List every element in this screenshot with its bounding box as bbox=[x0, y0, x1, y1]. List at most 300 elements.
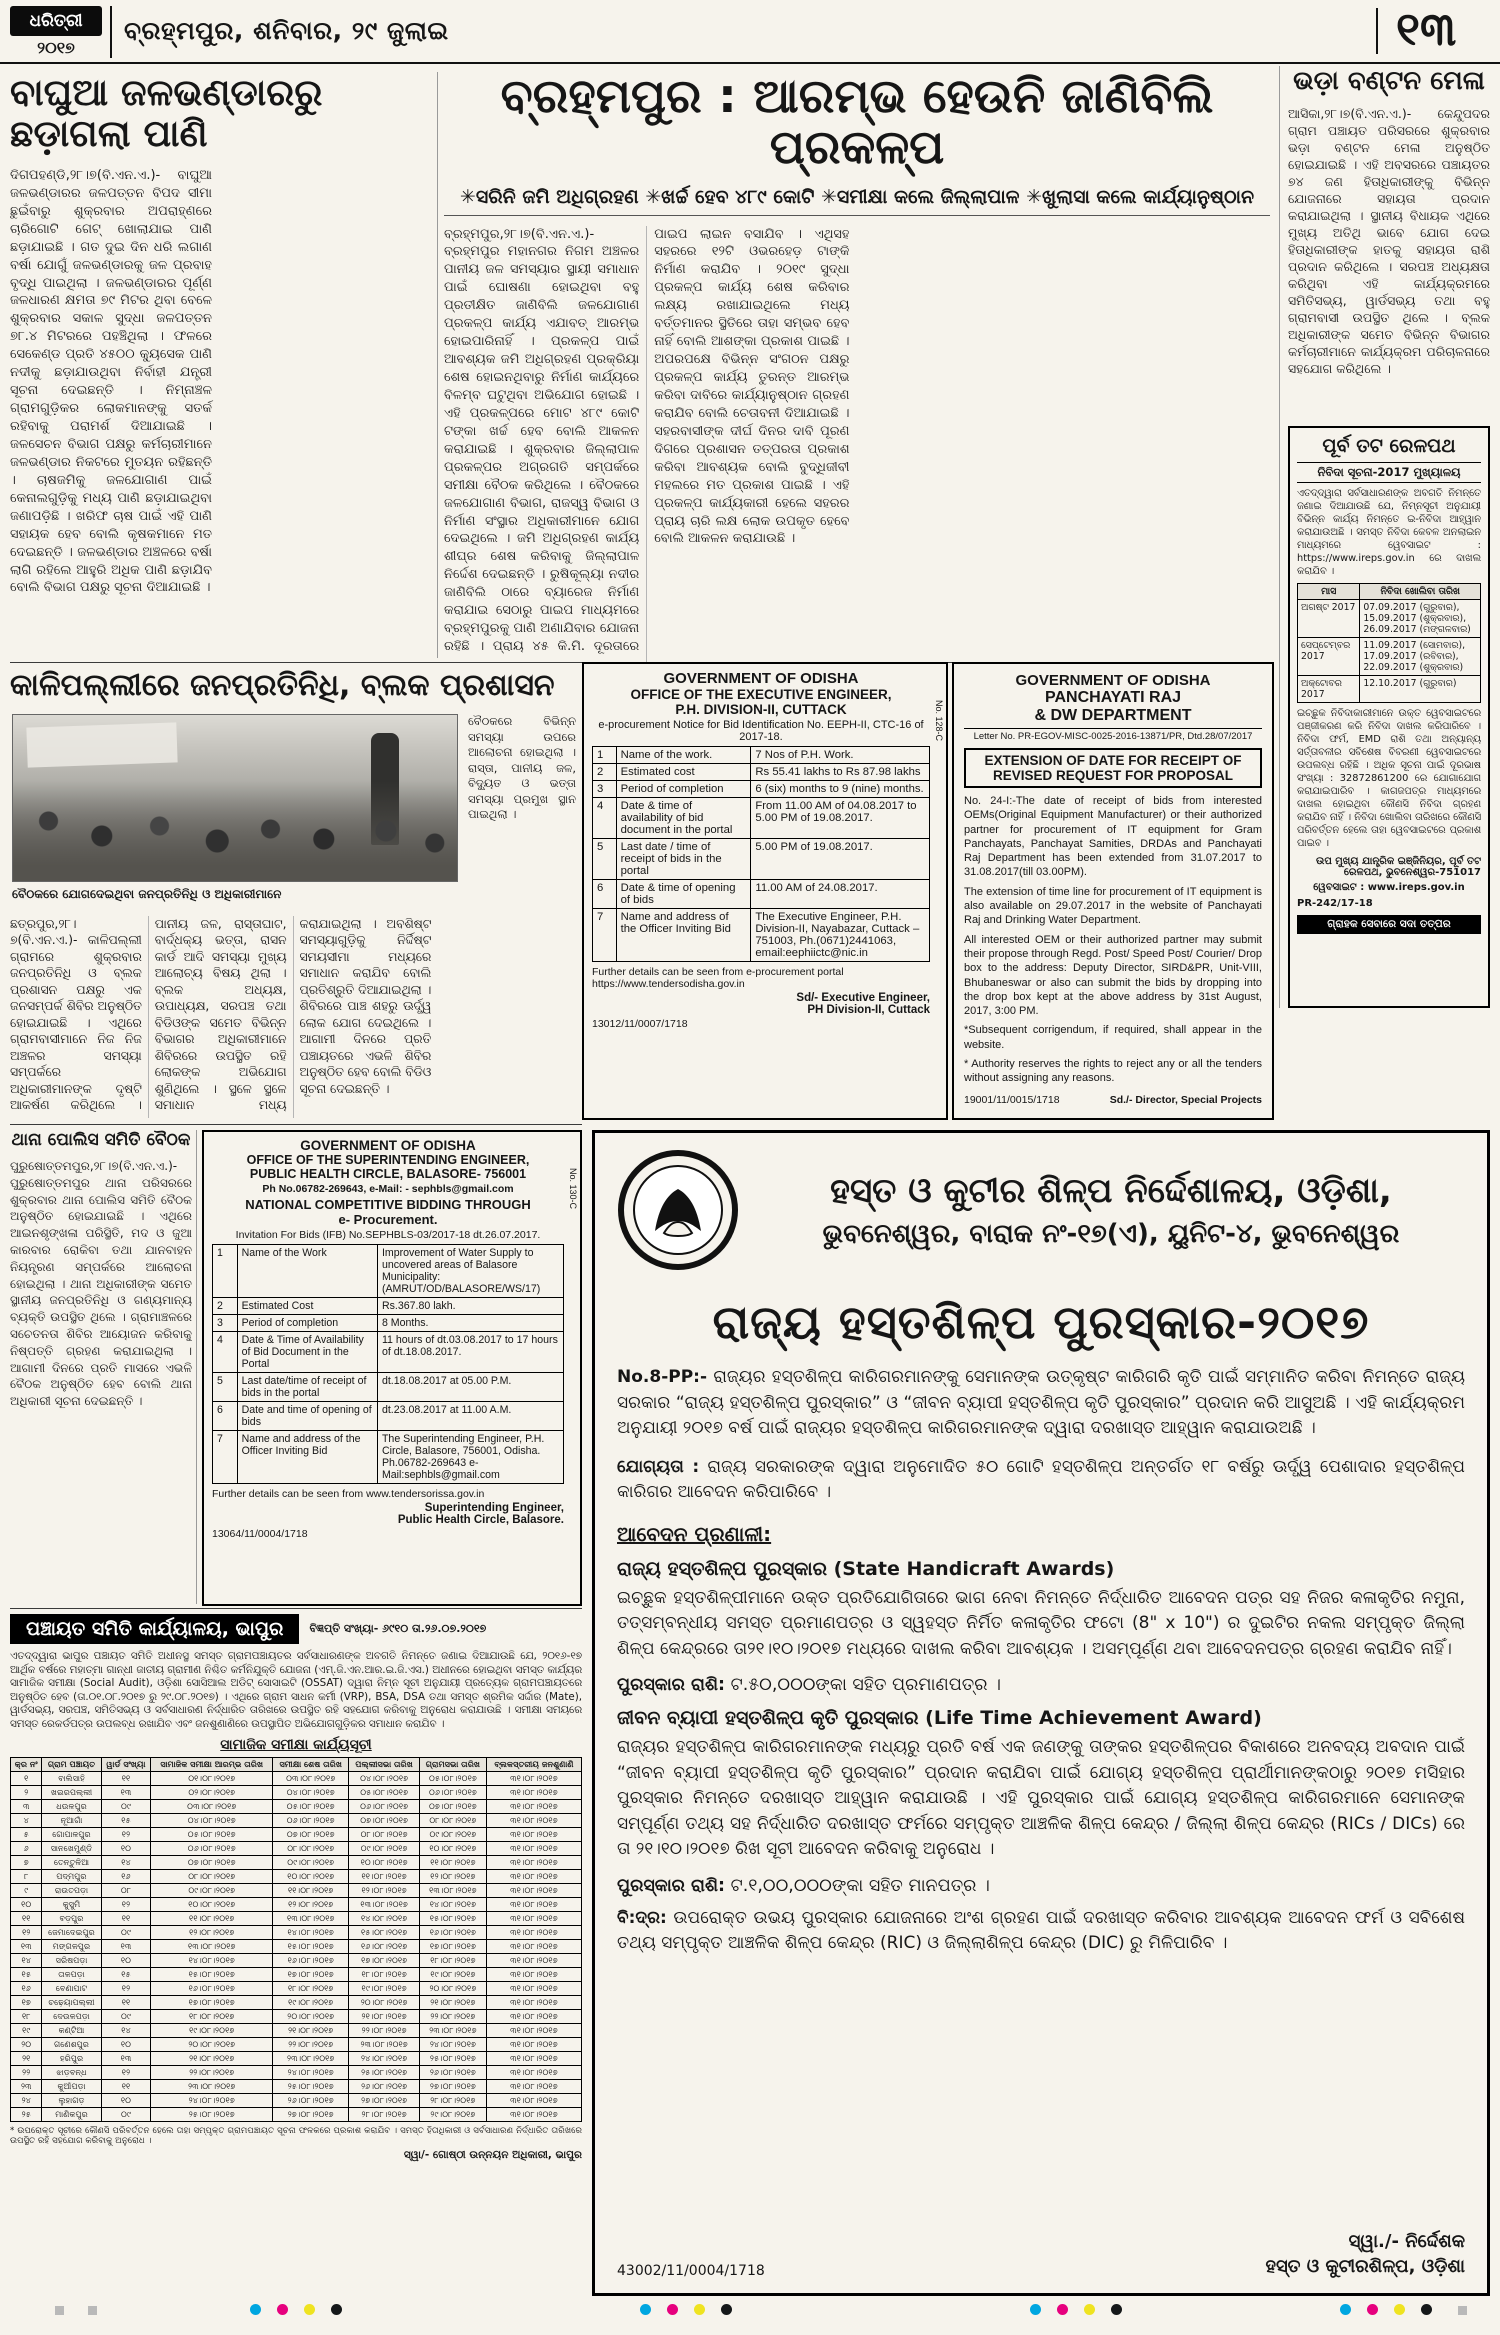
table-row bbox=[213, 1245, 564, 1298]
lifetime-award-paragraph: ରାଜ୍ୟର ହସ୍ତଶିଳ୍ପ କାରିଗରମାନଙ୍କ ମଧ୍ୟରୁ ପ୍ରତି ବର୍ଷ ଏକ ଜଣଙ୍କୁ ତାଙ୍କର ହସ୍ତଶିଳ୍ପର ବିକାଶରେ ଅନବଦ୍ୟ ଅବଦାନ ପାଇଁ “ଜୀବନ ବ୍ୟାପୀ ହସ୍ତଶିଳ୍ପ କୃତି ପୁରସ୍କାର” ପ୍ରଦାନ କରାଯିବା ପାଇଁ ଯୋଗ୍ୟ ହସ୍ତଶିଳ୍ପ ପ୍ରାର୍ଥୀମାନଙ୍କଠାରୁ ୨୦୧୭ ମସିହାର ପୁରସ୍କାର ନିମନ୍ତେ ଦରଖାସ୍ତ ଆହ୍ୱାନ କରାଯାଉଛି । ଏହି ପୁରସ୍କାର ପାଇଁ ଯୋଗ୍ୟ ହସ୍ତଶିଳ୍ପ କାରିଗରମାନେ ସେମାନଙ୍କ ସମ୍ପୂର୍ଣ୍ଣ ତଥ୍ୟ ସହ ନିର୍ଦ୍ଧାରିତ ଦରଖାସ୍ତ ଫର୍ମରେ ସମ୍ପୃକ୍ତ ଆଞ୍ଚଳିକ ଶିଳ୍ପ କେନ୍ଦ୍ର / ଜିଲ୍ଲା ଶିଳ୍ପ କେନ୍ଦ୍ର (RICs / DICs) ରେ ତା ୨୧।୧୦।୨୦୧୭ ରିଖ ସୂଚୀ ଆବେଦନ କରିବାକୁ ଅନୁରୋଧ । bbox=[617, 1737, 1465, 1859]
table-row bbox=[11, 1954, 582, 1968]
table-cell: ୧୬।୦୮।୨୦୧୭ bbox=[349, 1940, 420, 1954]
table-cell: ୨୦।୦୮।୨୦୧୭ bbox=[349, 1996, 420, 2010]
table-cell: ଚଢ଼େୟାପଲ୍ଲୀ bbox=[42, 1996, 101, 2010]
article-headline: ବାଘୁଆ ଜଳଭଣ୍ଡାରରୁ ଛଡ଼ାଗଲା ପାଣି bbox=[10, 71, 323, 156]
article-janibili bbox=[444, 69, 1270, 658]
page-number-divider bbox=[1376, 8, 1378, 54]
article-body: ଆସିକା,୨୮।୭(ବି.ଏନ.ଏ.)- କେନ୍ଦୁପଦର ଗ୍ରାମ ପଞ୍ଚାୟତ ପରିସରରେ ଶୁକ୍ରବାର ଭଡ଼ା ବଣ୍ଟନ ମେଳା ଅନୁଷ୍ଠିତ ହୋଇଯାଇଛି । ଏହି ଅବସରରେ ପଞ୍ଚାୟତର ୭୪ ଜଣ ହିତାଧିକାରୀଙ୍କୁ ବିଭିନ୍ନ ଯୋଜନାରେ ସହାୟତା ପ୍ରଦାନ କରାଯାଇଥିଲା । ସ୍ଥାନୀୟ ବିଧାୟକ ଏଥିରେ ମୁଖ୍ୟ ଅତିଥି ଭାବେ ଯୋଗ ଦେଇ ହିତାଧିକାରୀଙ୍କ ହାତକୁ ସହାୟତା ରାଶି ପ୍ରଦାନ କରିଥିଲେ । ସରପଞ୍ଚ ଅଧ୍ୟକ୍ଷତା କରିଥିବା ଏହି କାର୍ଯ୍ୟକ୍ରମରେ ସମିତିସଭ୍ୟ, ୱାର୍ଡସଭ୍ୟ ତଥା ବହୁ ଗ୍ରାମବାସୀ ଉପସ୍ଥିତ ଥିଲେ । ବ୍ଲକ ଅଧିକାରୀଙ୍କ ସମେତ ବିଭିନ୍ନ ବିଭାଗର କର୍ମଚାରୀମାନେ କାର୍ଯ୍ୟକ୍ରମ ପରିଚାଳନାରେ ସହଯୋଗ କରିଥିଲେ । bbox=[1288, 106, 1490, 376]
table-cell: ୩୧।୦୮।୨୦୧୭ bbox=[486, 2080, 581, 2094]
table-cell: ୩୧।୦୮।୨୦୧୭ bbox=[486, 1786, 581, 1800]
masthead-divider bbox=[110, 6, 112, 58]
table-cell: ୧୨ bbox=[101, 1828, 151, 1842]
table-cell: ମଙ୍ଗଳପୁର bbox=[42, 1940, 101, 1954]
meeting-photo bbox=[12, 714, 458, 882]
registration-dot bbox=[1084, 2304, 1095, 2315]
table-row bbox=[593, 764, 930, 781]
notice-header bbox=[10, 1614, 582, 1644]
table-row bbox=[11, 1800, 582, 1814]
table-cell: ୧୧।୦୮।୨୦୧୭ bbox=[273, 1884, 349, 1898]
table-cell: ୩୧।୦୮।୨୦୧୭ bbox=[486, 2108, 581, 2122]
table-cell: ୧୧ bbox=[101, 1912, 151, 1926]
table-cell: Last date/time of receipt of bids in the portal bbox=[237, 1373, 377, 1402]
table-cell: Last date / time of receipt of bids in the portal bbox=[616, 839, 751, 880]
table-cell: ୨୧।୦୮।୨୦୧୭ bbox=[273, 2024, 349, 2038]
table-cell: ୨୮।୦୮।୨୦୧୭ bbox=[419, 2094, 486, 2108]
advert-code: No. 130-C bbox=[568, 1168, 578, 1210]
table-cell: ହରିପୁର bbox=[42, 2052, 101, 2066]
table-header-cell: କ୍ର ନଂ bbox=[11, 1758, 42, 1772]
table-cell: ୦୯ bbox=[101, 2010, 151, 2024]
table-cell: ୧୦।୦୮।୨୦୧୭ bbox=[419, 1842, 486, 1856]
table-row bbox=[11, 2108, 582, 2122]
table-cell: ୩୧।୦୮।୨୦୧୭ bbox=[486, 1940, 581, 1954]
signatory: ସ୍ୱା./- ନିର୍ଦ୍ଦେଶକ ହସ୍ତ ଓ କୁଟୀରଶିଳ୍ପ, ଓଡ଼ିଶା bbox=[1265, 2230, 1465, 2277]
table-cell: ୩୧।୦୮।୨୦୧୭ bbox=[486, 1800, 581, 1814]
table-row bbox=[593, 781, 930, 798]
table-cell: ୦୬।୦୮।୨୦୧୭ bbox=[151, 1842, 273, 1856]
registration-dot bbox=[304, 2304, 315, 2315]
table-cell: ତେନ୍ତୁଳିଆ bbox=[42, 1856, 101, 1870]
table-cell: Date and time of opening of bids bbox=[237, 1402, 377, 1431]
photo-caption: ବୈଠକରେ ଯୋଗଦେଇଥିବା ଜନପ୍ରତିନିଧି ଓ ଅଧିକାରୀମାନେ bbox=[12, 887, 282, 901]
table-cell: ୧୩।୦୮।୨୦୧୭ bbox=[349, 1898, 420, 1912]
table-cell: ୧୨ bbox=[101, 2066, 151, 2080]
table-cell: dt.18.08.2017 at 05.00 P.M. bbox=[377, 1373, 563, 1402]
table-cell: ୦୮।୦୮।୨୦୧୭ bbox=[419, 1814, 486, 1828]
tender-table bbox=[592, 746, 930, 962]
table-cell: ୧୫ bbox=[101, 1968, 151, 1982]
signatory: Superintending Engineer, Public Health Circle, Balasore. bbox=[397, 1502, 564, 1526]
ncb-title: NATIONAL COMPETITIVE BIDDING THROUGH bbox=[245, 1197, 531, 1212]
table-cell: ୦୫।୦୮।୨୦୧୭ bbox=[273, 1800, 349, 1814]
registration-mark bbox=[88, 2306, 97, 2315]
table-row bbox=[11, 1842, 582, 1856]
table-cell: ୨୪ bbox=[11, 2094, 42, 2108]
table-row bbox=[11, 1856, 582, 1870]
photo-banner bbox=[26, 722, 177, 767]
table-cell: ୨୫।୦୮।୨୦୧୭ bbox=[419, 2052, 486, 2066]
table-cell: ୧୭।୦୮।୨୦୧୭ bbox=[151, 1996, 273, 2010]
table-header-cell: ସମୀକ୍ଷା ଶେଷ ତାରିଖ bbox=[273, 1758, 349, 1772]
table-cell: ୧୩ bbox=[101, 2052, 151, 2066]
ad-footer bbox=[617, 2229, 1465, 2279]
table-cell: ୨୦।୦୮।୨୦୧୭ bbox=[419, 1982, 486, 1996]
table-cell: ୪ bbox=[11, 1814, 42, 1828]
table-cell: ୧୫।୦୮।୨୦୧୭ bbox=[273, 1940, 349, 1954]
tender-schedule-table bbox=[1297, 583, 1481, 703]
table-cell: ୧୩ bbox=[101, 1786, 151, 1800]
registration-mark bbox=[55, 2306, 64, 2315]
table-cell: କଣ୍ଟିଆ bbox=[42, 2024, 101, 2038]
notice-heading: EXTENSION OF DATE FOR RECEIPT OF REVISED REQUEST FOR PROPOSAL bbox=[964, 748, 1262, 788]
table-cell: ୩୧।୦୮।୨୦୧୭ bbox=[486, 1926, 581, 1940]
table-row bbox=[11, 1940, 582, 1954]
table-cell: 07.09.2017 (ଗୁରୁବାର), 15.09.2017 (ଶୁକ୍ରବାର), 26.09.2017 (ମଙ୍ଗଳବାର) bbox=[1360, 600, 1481, 638]
table-row bbox=[11, 2038, 582, 2052]
table-cell: ୨୨।୦୮।୨୦୧୭ bbox=[349, 2024, 420, 2038]
table-cell: ୧୧ bbox=[101, 1772, 151, 1786]
notice-intro: ଏତଦ୍‌ଦ୍ୱାରା ସର୍ବସାଧାରଣଙ୍କ ଅବଗତି ନିମନ୍ତେ ଜଣାଇ ଦିଆଯାଉଛି ଯେ, ନିମ୍ନସୂଚୀ ଅନୁଯାୟୀ ବିଭିନ୍ନ କାର୍ଯ୍ୟ ନିମନ୍ତେ ଇ-ନିବିଦା ଆହ୍ୱାନ କରାଯାଉଅଛି । ସମସ୍ତ ନିବିଦା କେବଳ ଅନଲାଇନ ମାଧ୍ୟମରେ ୱେବସାଇଟ : https://www.ireps.gov.in ରେ ଦାଖଲ କରାଯିବ । bbox=[1297, 488, 1481, 577]
table-cell: ୦୭।୦୮।୨୦୧୭ bbox=[273, 1828, 349, 1842]
table-cell: ଲୁହାଗଡ଼ bbox=[42, 2094, 101, 2108]
table-cell: ୦୯।୦୮।୨୦୧୭ bbox=[273, 1856, 349, 1870]
table-row bbox=[1298, 600, 1481, 638]
table-cell: ୧୦ bbox=[101, 1954, 151, 1968]
table-cell: ୨୪।୦୮।୨୦୧୭ bbox=[151, 2094, 273, 2108]
table-cell: ୧୬।୦୮।୨୦୧୭ bbox=[273, 1954, 349, 1968]
registration-dot bbox=[1367, 2304, 1378, 2315]
table-header-cell: ମାସ bbox=[1298, 584, 1360, 600]
prize-amount: ପୁରସ୍କାର ରାଶି: ଟ.୫୦,୦୦୦ଙ୍କା ସହିତ ପ୍ରମାଣପତ୍ର । bbox=[617, 1675, 1001, 1695]
table-cell: ପଦ୍ମପୁର bbox=[42, 1870, 101, 1884]
table-row bbox=[11, 2052, 582, 2066]
table-cell: ୦୮।୦୮।୨୦୧୭ bbox=[151, 1870, 273, 1884]
table-cell: ୧୦ bbox=[101, 1842, 151, 1856]
schedule-title: ସାମାଜିକ ସମୀକ୍ଷା କାର୍ଯ୍ୟସୂଚୀ bbox=[220, 1737, 372, 1754]
table-row bbox=[11, 1870, 582, 1884]
table-cell: ୦୯।୦୮।୨୦୧୭ bbox=[151, 1884, 273, 1898]
article-headline: ଥାନା ପୋଲିସ ସମିତି ବୈଠକ bbox=[11, 1130, 191, 1150]
table-row bbox=[11, 2066, 582, 2080]
table-cell: ୧୦ bbox=[101, 2038, 151, 2052]
table-cell: ୧୦ bbox=[11, 1898, 42, 1912]
table-cell: ନୂଆଗାଁ bbox=[42, 1814, 101, 1828]
table-cell: ୦୨।୦୮।୨୦୧୭ bbox=[151, 1786, 273, 1800]
table-cell: ୧୫।୦୮।୨୦୧୭ bbox=[151, 1968, 273, 1982]
office-title: PUBLIC HEALTH CIRCLE, BALASORE- 756001 bbox=[249, 1167, 527, 1181]
reference-number: 13012/11/0007/1718 bbox=[592, 1018, 688, 1030]
table-cell: ୧୭।୦୮।୨୦୧୭ bbox=[419, 1940, 486, 1954]
table-row bbox=[11, 1772, 582, 1786]
table-cell: 7 Nos of P.H. Work. bbox=[751, 747, 930, 764]
table-cell: ୦୬।୦୮।୨୦୧୭ bbox=[273, 1814, 349, 1828]
table-cell: ୦୫।୦୮।୨୦୧୭ bbox=[349, 1786, 420, 1800]
notice-paragraph: * Authority reserves the rights to reject any or all the tenders without assigning any reasons. bbox=[964, 1058, 1262, 1085]
table-cell: ୨୦।୦୮।୨୦୧୭ bbox=[273, 2010, 349, 2024]
table-row bbox=[213, 1315, 564, 1332]
handicraft-award-ad bbox=[592, 1130, 1490, 2296]
registration-dot bbox=[1111, 2304, 1122, 2315]
directorate-title: ହସ୍ତ ଓ କୁଟୀର ଶିଳ୍ପ ନିର୍ଦ୍ଦେଶାଳୟ, ଓଡ଼ିଶା, ଭୁବନେଶ୍ୱର, ବାରାକ ନଂ-୧୭(ଏ), ୟୁନିଟ-୪, ଭୁବନେଶ୍ୱର bbox=[822, 1171, 1400, 1249]
table-cell: 3 bbox=[213, 1315, 238, 1332]
notice-signatory: ଉପ ମୁଖ୍ୟ ଯାନ୍ତ୍ରିକ ଇଞ୍ଜିନିୟର, ପୂର୍ବ ତଟ ରେଳପଥ, ଭୁବନେଶ୍ୱର-751017 bbox=[1316, 855, 1481, 878]
table-cell: ୧୬ bbox=[11, 1982, 42, 1996]
table-cell: ୮ bbox=[11, 1870, 42, 1884]
table-row bbox=[11, 1898, 582, 1912]
table-cell: 1 bbox=[213, 1245, 238, 1298]
table-cell: Period of completion bbox=[616, 781, 751, 798]
table-cell: ୧୭।୦୮।୨୦୧୭ bbox=[349, 1954, 420, 1968]
article-bhada-mela bbox=[1288, 66, 1490, 418]
lifetime-award-heading: ଜୀବନ ବ୍ୟାପୀ ହସ୍ତଶିଳ୍ପ କୃତି ପୁରସ୍କାର (Life Time Achievement Award) bbox=[617, 1707, 1262, 1729]
table-cell: ୦୯।୦୮।୨୦୧୭ bbox=[349, 1842, 420, 1856]
table-cell: ୧୭।୦୮।୨୦୧୭ bbox=[273, 1968, 349, 1982]
table-cell: ୧୭ bbox=[11, 1996, 42, 2010]
notice-footer bbox=[1297, 898, 1481, 909]
eligibility-paragraph: ଯୋଗ୍ୟତା : ରାଜ୍ୟ ସରକାରଙ୍କ ଦ୍ୱାରା ଅନୁମୋଦିତ ୫୦ ଗୋଟି ହସ୍ତଶିଳ୍ପ ଅନ୍ତର୍ଗତ ୧୮ ବର୍ଷରୁ ଊର୍ଦ୍ଧ୍ୱ ପେଶାଦାର ହସ୍ତଶିଳ୍ପ କାରିଗର ଆବେଦନ କରିପାରିବେ । bbox=[617, 1456, 1465, 1502]
table-row bbox=[11, 1828, 582, 1842]
table-cell: ୩୧।୦୮।୨୦୧୭ bbox=[486, 1856, 581, 1870]
table-cell: ୨୭।୦୮।୨୦୧୭ bbox=[349, 2094, 420, 2108]
table-cell: ୧୯।୦୮।୨୦୧୭ bbox=[273, 1996, 349, 2010]
notice-paragraph: All interested OEM or their authorized partner may submit their propose through Regd. Post/ Speed Post/ Courier/ Drop box to the address: Deputy Director, SIRD&PR, Unit-VIII, Bhubaneswar or also can submit the bids by dropping into the drop box kept at the above address by 31st August, 2017, 3:00 PM. bbox=[964, 933, 1262, 1018]
table-cell: ୦୮।୦୮।୨୦୧୭ bbox=[349, 1828, 420, 1842]
award-title: ରାଜ୍ୟ ହସ୍ତଶିଳ୍ପ ପୁରସ୍କାର-୨୦୧୭ bbox=[712, 1295, 1370, 1349]
table-cell: ୨୫।୦୮।୨୦୧୭ bbox=[349, 2066, 420, 2080]
website-link[interactable]: ୱେବସାଇଟ : www.ireps.gov.in bbox=[1313, 881, 1465, 893]
signatory: ସ୍ୱା/- ଗୋଷ୍ଠୀ ଉନ୍ନୟନ ଅଧିକାରୀ, ଭାପୁର bbox=[403, 2149, 582, 2162]
table-row bbox=[593, 747, 930, 764]
table-cell: ୧୩ bbox=[11, 1940, 42, 1954]
table-cell: ୧୨ bbox=[11, 1926, 42, 1940]
table-row bbox=[593, 839, 930, 880]
table-cell: ୩୧।୦୮।୨୦୧୭ bbox=[486, 1814, 581, 1828]
table-cell: ସରିଷପଡ଼ା bbox=[42, 1954, 101, 1968]
portal-link[interactable]: Further details can be seen from e-procurement portal https://www.tendersodisha.gov.in bbox=[592, 966, 844, 990]
application-procedure-heading: ଆବେଦନ ପ୍ରଣାଳୀ: bbox=[617, 1521, 772, 1546]
table-cell: ୧୩ bbox=[101, 1940, 151, 1954]
registration-dot bbox=[721, 2304, 732, 2315]
letter-number: Letter No. PR-EGOV-MISC-0025-2016-13871/PR, Dtd.28/07/2017 bbox=[973, 731, 1253, 742]
table-cell: ୩୧।୦୮।୨୦୧୭ bbox=[486, 1982, 581, 1996]
table-cell: ୩୧।୦୮।୨୦୧୭ bbox=[486, 2066, 581, 2080]
table-cell: ୩୧।୦୮।୨୦୧୭ bbox=[486, 1898, 581, 1912]
table-cell: ୧୮ bbox=[11, 2010, 42, 2024]
table-cell: ୧୫ bbox=[11, 1968, 42, 1982]
ad-paragraph: No.8-PP:- ରାଜ୍ୟର ହସ୍ତଶିଳ୍ପ କାରିଗରମାନଙ୍କୁ ସେମାନଙ୍କ ଉତ୍କୃଷ୍ଟ କାରିଗରି କୃତି ପାଇଁ ସମ୍ମାନିତ କରିବା ନିମନ୍ତେ ରାଜ୍ୟ ସରକାର “ରାଜ୍ୟ ହସ୍ତଶିଳ୍ପ ପୁରସ୍କାର” ଓ “ଜୀବନ ବ୍ୟାପୀ ହସ୍ତଶିଳ୍ପ କୃତି ପୁରସ୍କାର” ପ୍ରଦାନ କରି ଆସୁଅଛି । ଏହି କାର୍ଯ୍ୟକ୍ରମ ଅନୁଯାୟୀ ୨୦୧୭ ବର୍ଷ ପାଇଁ ରାଜ୍ୟର ହସ୍ତଶିଳ୍ପ କାରିଗରମାନଙ୍କ ଦ୍ୱାରା ଦରଖାସ୍ତ ଆହ୍ୱାନ କରାଯାଉଅଛି । bbox=[617, 1367, 1466, 1438]
table-cell: ୧୮।୦୮।୨୦୧୭ bbox=[349, 1968, 420, 1982]
table-cell: ଖଇରପଲ୍ଲୀ bbox=[42, 1786, 101, 1800]
table-cell: ୧୫।୦୮।୨୦୧୭ bbox=[349, 1926, 420, 1940]
table-cell: ୧୨।୦୮।୨୦୧୭ bbox=[349, 1884, 420, 1898]
ifb-number: Invitation For Bids (IFB) No.SEPHBLS-03/2017-18 dt.26.07.2017. bbox=[235, 1229, 541, 1241]
article-headline: ବ୍ରହ୍ମପୁର : ଆରମ୍ଭ ହେଉନି ଜାଣିବିଲି ପ୍ରକଳ୍ପ bbox=[500, 69, 1214, 175]
social-audit-schedule-table bbox=[10, 1757, 582, 2122]
table-cell: ୧୨ bbox=[101, 1982, 151, 1996]
table-cell: ୨୭।୦୮।୨୦୧୭ bbox=[419, 2080, 486, 2094]
table-cell: ୨୫।୦୮।୨୦୧୭ bbox=[273, 2080, 349, 2094]
article-subhead: ✳ସରିନି ଜମି ଅଧିଗ୍ରହଣ ✳ଖର୍ଚ୍ଚ ହେବ ୪୮୯ କୋଟି ✳ସମୀକ୍ଷା କଲେ ଜିଲ୍ଲାପାଳ ✳ଖୁଲାସା କଲେ କାର୍ଯ୍ୟାନୁଷ୍ଠାନ bbox=[444, 186, 1270, 216]
table-cell: ୦୫।୦୮।୨୦୧୭ bbox=[151, 1828, 273, 1842]
table-cell: ୨୨ bbox=[11, 2066, 42, 2080]
state-award-heading: ରାଜ୍ୟ ହସ୍ତଶିଳ୍ପ ପୁରସ୍କାର (State Handicraft Awards) bbox=[617, 1557, 1115, 1580]
table-cell: କୁଆଁପଡ଼ା bbox=[42, 2080, 101, 2094]
table-cell: ୩୧।୦୮।୨୦୧୭ bbox=[486, 2094, 581, 2108]
table-cell: ୧୬।୦୮।୨୦୧୭ bbox=[151, 1982, 273, 1996]
section-rule bbox=[10, 1124, 582, 1125]
registration-dot bbox=[331, 2304, 342, 2315]
table-cell: ୧୨ bbox=[101, 1898, 151, 1912]
table-header-cell: ୱାର୍ଡ ସଂଖ୍ୟା bbox=[101, 1758, 151, 1772]
table-cell: ୨୫ bbox=[11, 2108, 42, 2122]
registration-dot bbox=[1394, 2304, 1405, 2315]
table-cell: 6 bbox=[213, 1402, 238, 1431]
color-registration-dots bbox=[1340, 2304, 1432, 2315]
gov-title: GOVERNMENT OF ODISHA bbox=[300, 1138, 476, 1153]
table-cell: ୨୯।୦୮।୨୦୧୭ bbox=[419, 2108, 486, 2122]
table-cell: ୦୪।୦୮।୨୦୧୭ bbox=[151, 1814, 273, 1828]
table-cell: ୨୩।୦୮।୨୦୧୭ bbox=[349, 2038, 420, 2052]
notice-title: ପୂର୍ବ ତଟ ରେଳପଥ bbox=[1322, 435, 1456, 457]
table-row bbox=[11, 1982, 582, 1996]
table-cell: ୩୧।୦୮।୨୦୧୭ bbox=[486, 1968, 581, 1982]
table-cell: ୧୧।୦୮।୨୦୧୭ bbox=[419, 1856, 486, 1870]
table-cell: ଦେଉଳପଡ଼ା bbox=[42, 2010, 101, 2024]
table-cell: 7 bbox=[213, 1431, 238, 1484]
table-cell: Name and address of the Officer Inviting Bid bbox=[616, 909, 751, 962]
article-headline: କାଳିପଲ୍ଲୀରେ ଜନପ୍ରତିନିଧି, ବ୍ଲକ ପ୍ରଶାସନ bbox=[10, 668, 555, 703]
reference-number: 43002/11/0004/1718 bbox=[617, 2263, 765, 2279]
bid-identification: e-procurement Notice for Bid Identification No. EEPH-II, CTC-16 of 2017-18. bbox=[598, 719, 924, 743]
column-rule bbox=[1279, 66, 1280, 1008]
office-title-bar: ପଞ୍ଚାୟତ ସମିତି କାର୍ଯ୍ୟାଳୟ, ଭାପୁର bbox=[10, 1614, 299, 1644]
table-cell: ୧୬ bbox=[101, 1870, 151, 1884]
table-row bbox=[593, 798, 930, 839]
notice-paragraph: The extension of time line for procurement of IT equipment is also available on 29.07.2017 in the website of Panchayati Raj and Drinking Water Department. bbox=[964, 885, 1262, 927]
dept-title: & DW DEPARTMENT bbox=[964, 707, 1262, 729]
table-row bbox=[11, 2094, 582, 2108]
table-cell: ୦୩।୦୮।୨୦୧୭ bbox=[273, 1772, 349, 1786]
tender-notice-cuttack bbox=[582, 662, 948, 1120]
contact-line: Ph No.06782-269643, e-Mail: - sephbls@gmail.com bbox=[262, 1183, 514, 1195]
table-cell: ୧୪ bbox=[11, 1954, 42, 1968]
registration-dot bbox=[667, 2304, 678, 2315]
table-cell: 5.00 PM of 19.08.2017. bbox=[751, 839, 930, 880]
article-headline: ଭଡ଼ା ବଣ୍ଟନ ମେଳା bbox=[1293, 66, 1485, 96]
portal-link[interactable]: Further details can be seen from www.tendersorissa.gov.in bbox=[212, 1488, 485, 1500]
gov-title: GOVERNMENT OF ODISHA bbox=[663, 670, 859, 687]
notice-subtitle: ନିବିଦା ସୂଚନା-2017 ମୁଖ୍ୟାଳୟ bbox=[1297, 462, 1481, 483]
registration-dot bbox=[694, 2304, 705, 2315]
table-row bbox=[11, 2010, 582, 2024]
table-cell: ଝାଡ଼ବନ୍ଧ bbox=[42, 2066, 101, 2080]
prize-amount: ପୁରସ୍କାର ରାଶି: ଟ.୧,୦୦,୦୦୦ଙ୍କା ସହିତ ମାନପତ୍ର । bbox=[617, 1875, 990, 1896]
table-cell: ୭ bbox=[11, 1856, 42, 1870]
table-cell: 7 bbox=[593, 909, 617, 962]
table-row bbox=[11, 1786, 582, 1800]
registration-dot bbox=[277, 2304, 288, 2315]
panchayati-raj-notice bbox=[952, 662, 1274, 1120]
table-cell: ୧୪ bbox=[101, 2024, 151, 2038]
table-row bbox=[11, 1884, 582, 1898]
bhapur-samiti-notice bbox=[10, 1614, 582, 2294]
table-cell: ୧୫ bbox=[101, 1814, 151, 1828]
table-cell: Date & time of opening of bids bbox=[616, 880, 751, 909]
table-cell: ୦୯।୦୮।୨୦୧୭ bbox=[419, 1828, 486, 1842]
notice-footer bbox=[964, 1094, 1262, 1106]
table-cell: ବଡ଼ପୁର bbox=[42, 1912, 101, 1926]
color-registration-dots bbox=[250, 2304, 342, 2315]
color-registration-dots bbox=[640, 2304, 732, 2315]
table-cell: ୨୬।୦୮।୨୦୧୭ bbox=[349, 2080, 420, 2094]
table-cell: ୩୧।୦୮।୨୦୧୭ bbox=[486, 1884, 581, 1898]
table-cell: ୨୪।୦୮।୨୦୧୭ bbox=[273, 2066, 349, 2080]
table-cell: 5 bbox=[213, 1373, 238, 1402]
table-row bbox=[593, 909, 930, 962]
table-cell: ୨୫।୦୮।୨୦୧୭ bbox=[151, 2108, 273, 2122]
table-header-cell: ଗ୍ରାମ ପଞ୍ଚାୟତ bbox=[42, 1758, 101, 1772]
tender-notice-balasore bbox=[202, 1130, 582, 1606]
office-title: P.H. DIVISION-II, CUTTACK bbox=[675, 702, 847, 717]
table-cell: 4 bbox=[593, 798, 617, 839]
table-cell: The Superintending Engineer, P.H. Circle, Balasore, 756001, Odisha. Ph.06782-269643 e-Mail:sephbls@gmail.com bbox=[377, 1431, 563, 1484]
table-cell: ୦୬।୦୮।୨୦୧୭ bbox=[349, 1800, 420, 1814]
table-cell: ୬ bbox=[11, 1842, 42, 1856]
table-cell: ୩୧।୦୮।୨୦୧୭ bbox=[486, 1870, 581, 1884]
table-cell: Date & Time of Availability of Bid Document in the Portal bbox=[237, 1332, 377, 1373]
table-cell: Name of the Work bbox=[237, 1245, 377, 1298]
table-cell: ୦୫।୦୮।୨୦୧୭ bbox=[419, 1772, 486, 1786]
table-cell: ୩୧।୦୮।୨୦୧୭ bbox=[486, 1828, 581, 1842]
table-cell: ୨୧।୦୮।୨୦୧୭ bbox=[349, 2010, 420, 2024]
table-cell: ୦୭।୦୮।୨୦୧୭ bbox=[419, 1800, 486, 1814]
table-cell: ୩୧।୦୮।୨୦୧୭ bbox=[486, 1996, 581, 2010]
table-cell: ୧୨।୦୮।୨୦୧୭ bbox=[419, 1870, 486, 1884]
table-cell: ଅଗଷ୍ଟ 2017 bbox=[1298, 600, 1360, 638]
table-row bbox=[213, 1373, 564, 1402]
masthead-logo: ଧରିତ୍ରୀ bbox=[10, 6, 102, 36]
table-cell: ୧୧ bbox=[11, 1912, 42, 1926]
table-cell: ୧୦।୦୮।୨୦୧୭ bbox=[273, 1870, 349, 1884]
table-cell: ୧୯।୦୮।୨୦୧୭ bbox=[349, 1982, 420, 1996]
table-cell: ୦୭।୦୮।୨୦୧୭ bbox=[349, 1814, 420, 1828]
table-cell: ୦୯ bbox=[101, 1926, 151, 1940]
signatory: Sd/- Executive Engineer, PH Division-II, Cuttack bbox=[796, 992, 930, 1016]
masthead-year: ୨୦୧୭ bbox=[37, 38, 75, 57]
table-cell: ୨୭।୦୮।୨୦୧୭ bbox=[273, 2108, 349, 2122]
registration-dot bbox=[1421, 2304, 1432, 2315]
notice-terms: ଇଚ୍ଛୁକ ନିବିଦାକାରୀମାନେ ଉକ୍ତ ୱେବସାଇଟରେ ପଞ୍ଜୀକରଣ କରି ନିବିଦା ଦାଖଲ କରିପାରିବେ । ନିବିଦା ଫର୍ମ, EMD ରାଶି ତଥା ଅନ୍ୟାନ୍ୟ ସର୍ତ୍ତାବଳୀର ସବିଶେଷ ବିବରଣୀ ୱେବସାଇଟରେ ଉପଲବ୍ଧ ରହିଛି । ଅଧିକ ସୂଚନା ପାଇଁ ଦୂରଭାଷ ସଂଖ୍ୟା : 32872861200 ରେ ଯୋଗାଯୋଗ କରାଯାଇପାରିବ । କାଗଜପତ୍ର ମାଧ୍ୟମରେ ଦାଖଲ ହୋଇଥିବା କୌଣସି ନିବିଦା ଗ୍ରହଣ କରାଯିବ ନାହିଁ । ନିବିଦା ଖୋଲିବା ତାରିଖରେ କୌଣସି ପରିବର୍ତ୍ତନ ହେଲେ ତାହା ୱେବସାଇଟରେ ପ୍ରକାଶ ପାଇବ । bbox=[1297, 708, 1481, 849]
notice-number: No.8-PP:- bbox=[617, 1367, 708, 1387]
table-row bbox=[11, 1968, 582, 1982]
gov-title: GOVERNMENT OF ODISHA bbox=[1015, 672, 1211, 689]
table-cell: ୨୩।୦୮।୨୦୧୭ bbox=[151, 2080, 273, 2094]
state-award-paragraph: ଇଚ୍ଛୁକ ହସ୍ତଶିଳ୍ପୀମାନେ ଉକ୍ତ ପ୍ରତିଯୋଗିତାରେ ଭାଗ ନେବା ନିମନ୍ତେ ନିର୍ଦ୍ଧାରିତ ଆବେଦନ ପତ୍ର ସହ ନିଜର କଳାକୃତିର ନମୁନା, ତତ୍‌ସମ୍ବନ୍ଧୀୟ ସମସ୍ତ ପ୍ରମାଣପତ୍ର ଓ ସ୍ୱହସ୍ତ ନିର୍ମିତ କଳାକୃତିର ଫଟୋ (8" x 10") ର ଦୁଇଟିର ନକଲ ସମ୍ପୃକ୍ତ ଜିଲ୍ଲା ଶିଳ୍ପ କେନ୍ଦ୍ରରେ ତା୨୧।୧୦।୨୦୧୭ ମଧ୍ୟରେ ଦାଖଲ କରିବା ଆବଶ୍ୟକ । ଅସମ୍ପୂର୍ଣ୍ଣ ଥବା ଆବେଦନପତ୍ର ଗ୍ରହଣ କରାଯିବ ନାହିଁ। bbox=[617, 1587, 1465, 1659]
table-cell: ୨୨।୦୮।୨୦୧୭ bbox=[273, 2038, 349, 2052]
table-cell: କୁସୁମି bbox=[42, 1898, 101, 1912]
table-cell: ୩୧।୦୮।୨୦୧୭ bbox=[486, 2024, 581, 2038]
table-cell: ୧୦।୦୮।୨୦୧୭ bbox=[349, 1856, 420, 1870]
page-number: ୧୩ bbox=[1396, 2, 1457, 56]
article-police-meeting bbox=[10, 1130, 192, 1604]
table-cell: ଜେମାଦେଇପୁର bbox=[42, 1926, 101, 1940]
advert-code: No. 128-C bbox=[934, 700, 944, 742]
railway-tender-notice bbox=[1288, 426, 1490, 1008]
table-cell: 3 bbox=[593, 781, 617, 798]
office-title: OFFICE OF THE EXECUTIVE ENGINEER, bbox=[630, 687, 892, 702]
table-cell: Date & time of availability of bid document in the portal bbox=[616, 798, 751, 839]
table-cell: ୧୪।୦୮।୨୦୧୭ bbox=[151, 1954, 273, 1968]
photo-crowd bbox=[13, 781, 457, 881]
table-cell: 6 (six) months to 9 (nine) months. bbox=[751, 781, 930, 798]
article-body: ଦିଗପହଣ୍ଡି,୨୮।୭(ବି.ଏନ.ଏ.)- ବାଘୁଆ ଜଳଭଣ୍ଡାରର ଜଳପତ୍ତନ ବିପଦ ସୀମା ଛୁଇଁବାରୁ ଶୁକ୍ରବାର ଅପରାହ୍ଣରେ ଚାରିଗୋଟି ଗେଟ୍ ଖୋଲାଯାଇ ପାଣି ଛଡ଼ାଯାଇଛି । ଗତ ଦୁଇ ଦିନ ଧରି ଲଗାଣ ବର୍ଷା ଯୋଗୁଁ ଜଳଭଣ୍ଡାରକୁ ଜଳ ପ୍ରବାହ ବୃଦ୍ଧି ପାଇଥିଲା । ଜଳଭଣ୍ଡାରର ପୂର୍ଣ୍ଣ ଜଳଧାରଣ କ୍ଷମତା ୭୯ ମିଟର ଥିବା ବେଳେ ଶୁକ୍ରବାର ସକାଳ ସୁଦ୍ଧା ଜଳପତ୍ତନ ୭୮.୪ ମିଟରରେ ପହଞ୍ଚିଥିଲା । ଫଳରେ ସେକେଣ୍ଡ ପ୍ରତି ୪୫୦୦ କ୍ୟୁସେକ ପାଣି ନଦୀକୁ ଛଡ଼ାଯାଉଥିବା ନିର୍ବାହୀ ଯନ୍ତ୍ରୀ ସୂଚନା ଦେଇଛନ୍ତି । ନିମ୍ନାଞ୍ଚଳ ଗ୍ରାମଗୁଡ଼ିକର ଲୋକମାନଙ୍କୁ ସତର୍କ ରହିବାକୁ ପରାମର୍ଶ ଦିଆଯାଇଛି । ଜଳସେଚନ ବିଭାଗ ପକ୍ଷରୁ କର୍ମଚାରୀମାନେ ଜଳଭଣ୍ଡାର ନିକଟରେ ମୁତୟନ ରହିଛନ୍ତି । ଚାଷଜମିକୁ ଜଳଯୋଗାଣ ପାଇଁ କେନାଲଗୁଡ଼ିକୁ ମଧ୍ୟ ପାଣି ଛଡ଼ାଯାଇଥିବା ଜଣାପଡ଼ିଛି । ଖରିଫ ଚାଷ ପାଇଁ ଏହି ପାଣି ସହାୟକ ହେବ ବୋଲି କୃଷକମାନେ ମତ ଦେଇଛନ୍ତି । ଜଳଭଣ୍ଡାର ଅଞ୍ଚଳରେ ବର୍ଷା ଲାଗି ରହିଲେ ଆହୁରି ଅଧିକ ପାଣି ଛଡ଼ାଯିବ ବୋଲି ବିଭାଗ ପକ୍ଷରୁ ସୂଚନା ଦିଆଯାଇଛି । bbox=[10, 167, 212, 596]
table-row bbox=[1298, 638, 1481, 676]
notice-paragraph: *Subsequent corrigendum, if required, shall appear in the website. bbox=[964, 1024, 1262, 1051]
table-cell: ତାଳପଡ଼ା bbox=[42, 1968, 101, 1982]
table-header-cell: ପଲ୍ଲୀସଭା ତାରିଖ bbox=[349, 1758, 420, 1772]
table-cell: 11.00 AM of 24.08.2017. bbox=[751, 880, 930, 909]
table-cell: ୧୯ bbox=[11, 2024, 42, 2038]
office-title: OFFICE OF THE SUPERINTENDING ENGINEER, bbox=[246, 1153, 530, 1167]
table-cell: ୧୪।୦୮।୨୦୧୭ bbox=[273, 1926, 349, 1940]
table-cell: ୦୪।୦୮।୨୦୧୭ bbox=[273, 1786, 349, 1800]
table-cell: Estimated Cost bbox=[237, 1298, 377, 1315]
table-cell: ୧୮।୦୮।୨୦୧୭ bbox=[419, 1954, 486, 1968]
table-cell: ୯ bbox=[11, 1884, 42, 1898]
table-cell: ୩୧।୦୮।୨୦୧୭ bbox=[486, 1954, 581, 1968]
table-cell: 5 bbox=[593, 839, 617, 880]
